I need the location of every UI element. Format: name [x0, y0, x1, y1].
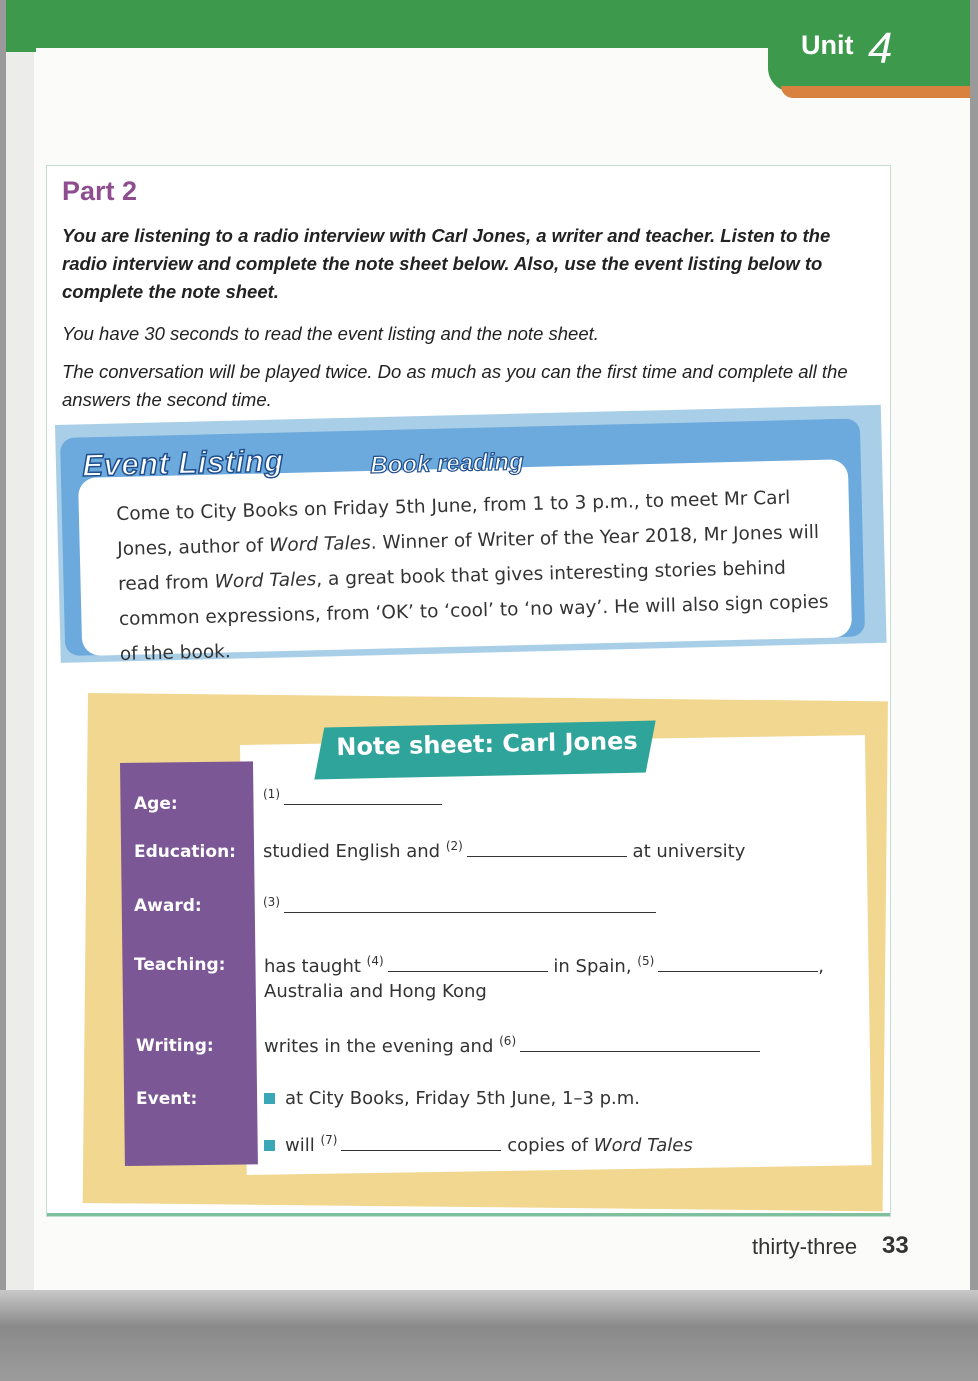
- answer-blank-5[interactable]: [658, 953, 818, 972]
- row-age: [263, 786, 442, 810]
- note-sheet-title: Note sheet: Carl Jones: [336, 726, 638, 762]
- answer-blank-4[interactable]: [388, 953, 548, 972]
- event-listing-text: Come to City Books on Friday 5th June, from 1 to 3 p.m., to meet Mr Carl Jones, author of Word Tales. Winner of Writer of the Year 2018, Mr Jones will read from Word Tales, a great book that gives interesting stories behind common expressions, from ‘OK’ to ‘cool’ to ‘no way’. He will also sign copies of the book.: [116, 487, 829, 665]
- row-teaching-cont: Australia and Hong Kong: [264, 981, 487, 1002]
- part-title: Part 2: [62, 176, 138, 206]
- unit-tab-accent: [781, 86, 970, 98]
- answer-blank-6[interactable]: [520, 1033, 760, 1052]
- label-teaching: Teaching:: [134, 955, 226, 975]
- unit-number: 4: [868, 24, 893, 73]
- answer-blank-1[interactable]: [284, 786, 442, 805]
- page-number-word: thirty-three: [752, 1234, 858, 1259]
- page-gutter: [6, 40, 34, 1290]
- row-teaching: has taught $^{(4)}$ in Spain, $^{(5)}$ ,: [264, 954, 825, 977]
- label-award: Award:: [134, 896, 202, 916]
- label-event: Event:: [136, 1089, 198, 1109]
- answer-blank-3[interactable]: [284, 894, 656, 913]
- question-number: (1): [263, 787, 280, 801]
- answer-blank-2[interactable]: [467, 838, 627, 857]
- unit-label: Unit: [801, 30, 854, 60]
- header-band-cutout: [36, 48, 776, 108]
- instruction-reading-time: You have 30 seconds to read the event listing and the note sheet.: [62, 323, 599, 344]
- row-event-2: will $^{(7)}$ copies of Word Tales: [264, 1132, 693, 1156]
- answer-blank-7[interactable]: [341, 1132, 501, 1151]
- label-writing: Writing:: [136, 1036, 214, 1056]
- page-number: 33: [882, 1232, 909, 1259]
- instruction-played-twice: The conversation will be played twice. Do as much as you can the first time and complete all the answers the second time.: [62, 361, 848, 410]
- event-listing-title: Event Listing: [82, 443, 284, 483]
- bullet-icon: [264, 1093, 275, 1104]
- instruction-main: You are listening to a radio interview with Carl Jones, a writer and teacher. Listen to the radio interview and complete the note sheet below. Also, use the event listing below to complete the note sheet.: [62, 225, 831, 302]
- row-education: studied English and $^{(2)}$ at university: [263, 839, 746, 862]
- event-listing-subtitle: Book reading: [370, 448, 524, 479]
- bullet-icon: [264, 1140, 275, 1151]
- scan-margin: [0, 1290, 978, 1381]
- row-award: (3): [263, 894, 656, 918]
- label-age: Age:: [134, 794, 178, 814]
- row-writing: writes in the evening and $^{(6)}$: [264, 1033, 760, 1057]
- label-education: Education:: [134, 842, 236, 862]
- row-event-1: at City Books, Friday 5th June, 1–3 p.m.: [264, 1088, 640, 1109]
